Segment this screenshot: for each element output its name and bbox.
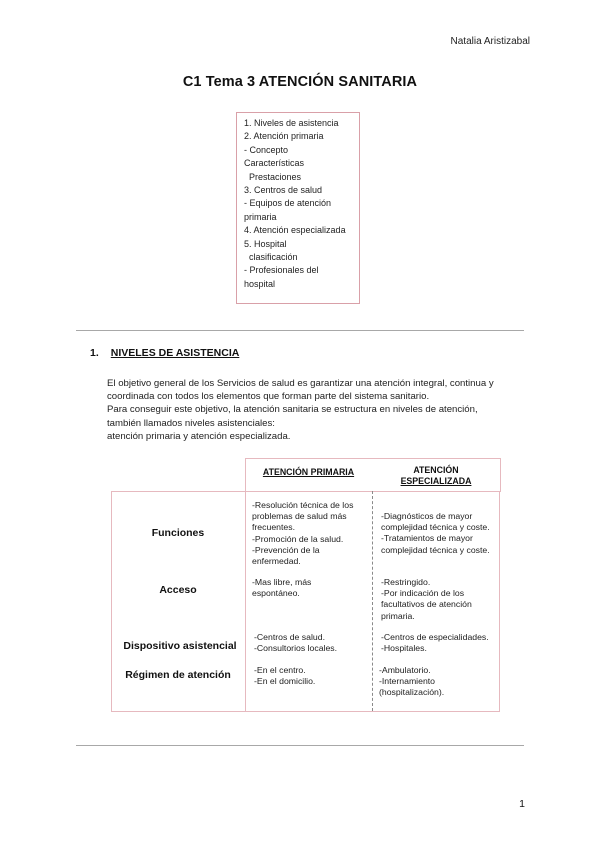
row-label-dispositivo: Dispositivo asistencial — [123, 640, 237, 652]
cell-funciones-especializada: -Diagnósticos de mayor complejidad técnica y coste. -Tratamientos de mayor complejidad técnica y coste. — [381, 511, 490, 555]
cell-acceso-especializada: -Restringido. -Por indicación de los facultativos de atención primaria. — [381, 577, 472, 621]
label-column-border — [245, 458, 246, 712]
comparison-table — [111, 458, 501, 712]
table-of-contents — [236, 112, 360, 304]
section-title: NIVELES DE ASISTENCIA — [110, 347, 240, 359]
toc-item: Prestaciones — [244, 171, 302, 182]
page-number: 1 — [519, 798, 525, 810]
section-divider-bottom — [76, 745, 524, 746]
paragraph-line: El objetivo general de los Servicios de salud es garantizar una atención integral, continua y — [107, 378, 494, 389]
toc-item: - Concepto — [244, 144, 289, 155]
toc-item: clasificación — [244, 252, 298, 263]
toc-item: - Profesionales del — [244, 265, 319, 276]
toc-item: hospital — [244, 278, 276, 289]
table-right-border — [499, 491, 500, 712]
row-label-acceso: Acceso — [159, 584, 197, 596]
toc-item: 1. Niveles de asistencia — [244, 118, 339, 128]
table-row-header-top — [111, 491, 245, 492]
section-divider-top — [76, 330, 524, 331]
table-left-border — [111, 491, 112, 712]
section-paragraph-end — [107, 430, 537, 443]
toc-item: 4. Atención especializada — [244, 225, 346, 236]
toc-item: - Equipos de atención — [244, 198, 332, 209]
cell-dispositivo-especializada: -Centros de especialidades. -Hospitales. — [381, 632, 489, 654]
toc-item: 3. Centros de salud — [244, 185, 323, 196]
toc-item: 2. Atención primaria — [244, 131, 324, 142]
column-separator — [372, 491, 373, 711]
document-title: C1 Tema 3 ATENCIÓN SANITARIA — [182, 74, 418, 90]
header-atencion-especializada: ATENCIÓN ESPECIALIZADA — [400, 465, 472, 486]
section-heading — [90, 347, 239, 359]
cell-regimen-primaria: -En el centro. -En el domicilio. — [254, 665, 316, 687]
toc-item: 5. Hospital — [244, 238, 287, 249]
paragraph-line: coordinada con todos los elementos que forman parte del sistema sanitario. — [107, 391, 430, 403]
cell-regimen-especializada: -Ambulatorio. -Internamiento (hospitalización). — [379, 665, 445, 698]
cell-funciones-primaria: -Resolución técnica de los problemas de salud más frecuentes. -Promoción de la salud. -Prevención de la enfermedad. — [252, 500, 354, 567]
toc-item: Características — [244, 158, 305, 169]
cell-dispositivo-primaria: -Centros de salud. -Consultorios locales. — [254, 632, 338, 654]
paragraph-line: atención primaria y atención especializada. — [107, 431, 291, 442]
author-name: Natalia Aristizabal — [450, 36, 530, 47]
header-atencion-primaria: ATENCIÓN PRIMARIA — [262, 467, 355, 477]
cell-acceso-primaria: -Mas libre, más espontáneo. — [252, 577, 312, 599]
toc-item: primaria — [244, 211, 277, 222]
table-bottom-border — [111, 711, 500, 712]
paragraph-line: también llamados niveles asistenciales: — [107, 417, 275, 429]
section-number: 1. — [90, 347, 99, 359]
row-label-regimen: Régimen de atención — [125, 669, 231, 681]
paragraph-line: Para conseguir este objetivo, la atención sanitaria se estructura en niveles de atención, — [107, 404, 478, 416]
section-paragraph — [107, 377, 537, 430]
row-label-funciones: Funciones — [151, 527, 205, 539]
